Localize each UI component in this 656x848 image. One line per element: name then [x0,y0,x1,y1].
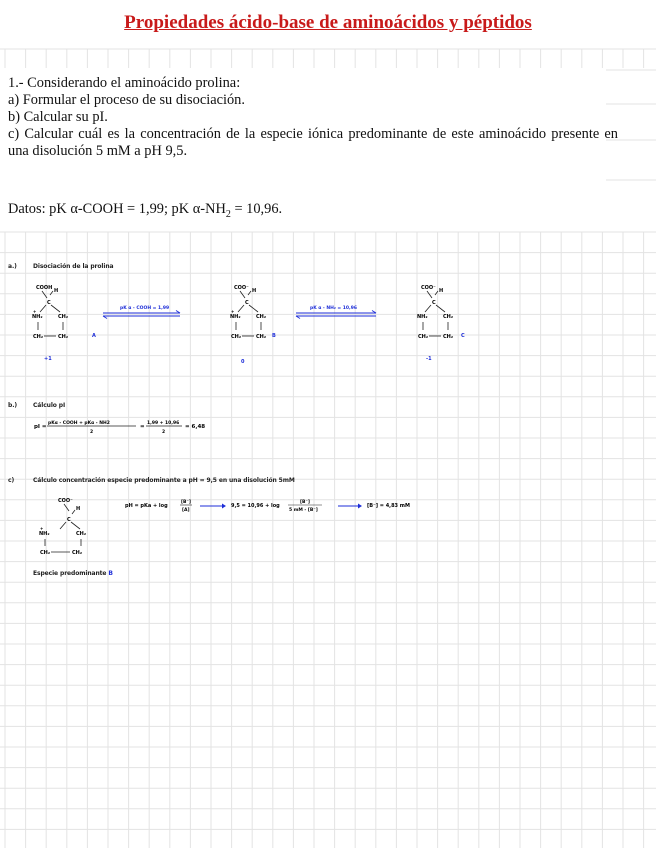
species-b-structure-c [39,498,86,556]
svg-text:NH₂: NH₂ [32,314,43,320]
equilibrium-arrow-2 [296,311,376,319]
hh-denominator: [A] [182,508,190,513]
step2-numerator: [B⁻] [300,500,310,505]
pi-result: = 6,48 [185,424,206,430]
svg-text:NH₂: NH₂ [230,314,241,320]
svg-text:CH₂: CH₂ [33,334,44,340]
step2-denominator: 5 mM - [B⁻] [289,508,318,513]
arrow2-label: pK α - NH₂ = 10,96 [310,306,358,311]
species-c-charge: -1 [426,356,432,362]
species-b-charge: 0 [241,359,245,365]
svg-text:CH₂: CH₂ [231,334,242,340]
svg-text:CH₂: CH₂ [443,314,454,320]
svg-text:CH₂: CH₂ [256,334,267,340]
svg-text:H: H [252,288,257,294]
section-c-heading: Cálculo concentración especie predominante a pH = 9,5 en una disolución 5mM [33,477,295,484]
svg-text:+: + [231,309,235,314]
problem-heading: 1.- Considerando el aminoácido prolina: [8,75,241,91]
pi-num2: 1,99 + 10,96 [147,421,180,426]
species-a-structure [32,285,68,340]
svg-text:CH₂: CH₂ [256,314,267,320]
svg-text:H: H [439,288,444,294]
svg-text:NH₂: NH₂ [417,314,428,320]
arrow-step-2 [338,504,362,509]
svg-text:+: + [40,526,44,531]
problem-item-a: a) Formular el proceso de su disociación. [8,92,245,108]
problem-item-b: b) Calcular su pI. [8,109,108,125]
section-c-label: c) [8,477,15,484]
species-a-charge: +1 [44,356,52,362]
svg-text:CH₂: CH₂ [72,550,83,556]
dissociation-diagram [0,275,656,375]
svg-text:C: C [432,300,436,306]
step2-lhs: 9,5 = 10,96 + log [231,503,280,509]
arrow1-label: pK α - COOH = 1,99 [120,306,170,311]
svg-text:C: C [47,300,51,306]
pi-formula [0,415,320,439]
pi-lhs: pI = [34,424,47,430]
predominant-value: B [108,570,113,577]
species-a-letter: A [92,333,96,339]
svg-text:CH₂: CH₂ [40,550,51,556]
svg-text:CH₂: CH₂ [58,314,69,320]
step3-result: [B⁻] = 4,83 mM [367,503,410,509]
svg-text:CH₂: CH₂ [58,334,69,340]
pi-denominator: 2 [90,430,94,435]
species-b-letter: B [272,333,276,339]
datos-suffix: = 10,96. [230,201,283,217]
problem-item-c: c) Calcular cuál es la concentración de la especie iónica predominante de este aminoácido presente en una disolución 5 mM a pH 9,5. [8,126,618,159]
svg-text:NH₂: NH₂ [39,531,50,537]
svg-text:CH₂: CH₂ [443,334,454,340]
pi-den2: 2 [162,430,166,435]
svg-text:C: C [67,517,71,523]
predominant-species-line [33,570,113,577]
section-b-label: b.) [8,402,18,409]
svg-text:COO⁻: COO⁻ [58,498,73,504]
section-a-label: a.) [8,263,17,270]
svg-text:COO⁻: COO⁻ [234,285,249,291]
problem-statement [8,75,618,160]
species-b-structure [230,285,266,340]
hh-numerator: [B⁻] [181,500,191,505]
equilibrium-arrow-1 [103,311,180,319]
hh-equation: pH = pKa + log [125,503,168,509]
section-c-work [0,488,656,568]
datos-prefix: Datos: pK α-COOH = 1,99; pK α-NH [8,201,226,217]
svg-text:CH₂: CH₂ [418,334,429,340]
pi-eq: = [140,424,145,430]
section-b-heading: Cálculo pI [33,402,66,409]
svg-text:+: + [33,309,37,314]
svg-text:COO⁻: COO⁻ [421,285,436,291]
species-c-structure [417,285,453,340]
arrow-step-1 [200,504,226,509]
species-c-letter: C [461,333,465,339]
predominant-label: Especie predominante [33,570,107,577]
datos-subscript: 2 [225,208,231,220]
svg-text:C: C [245,300,249,306]
page-title: Propiedades ácido-base de aminoácidos y péptidos [124,12,532,33]
section-a-heading: Disociación de la prolina [33,263,114,270]
pi-numerator: pKα - COOH + pKα - NH2 [48,421,110,426]
svg-text:CH₂: CH₂ [76,531,87,537]
svg-text:COOH: COOH [36,285,53,291]
svg-text:H: H [76,506,81,512]
data-line [8,201,282,220]
svg-text:H: H [54,288,59,294]
